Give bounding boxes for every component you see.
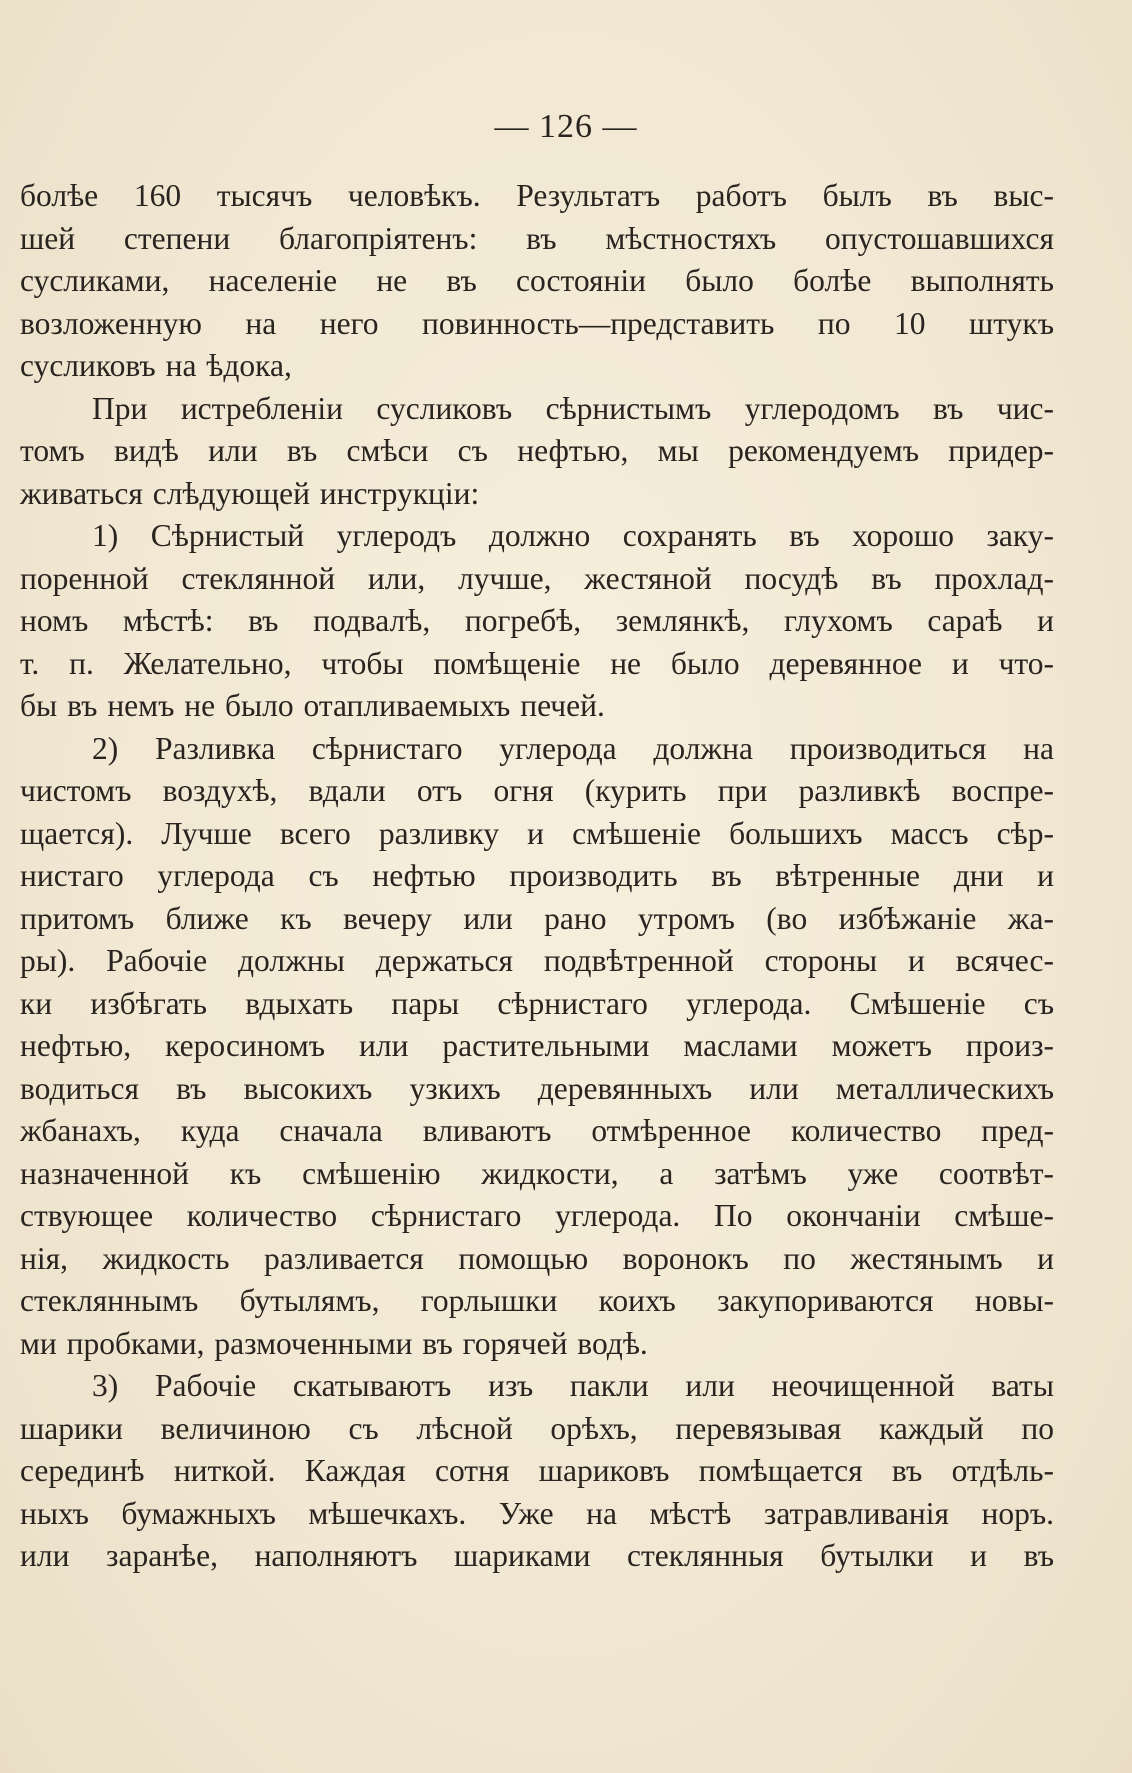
text-line: 2) Разливка сѣрнистаго углерода должна производиться на [92, 730, 1054, 766]
text-line: ми пробками, размоченными въ горячей водѣ. [20, 1325, 648, 1361]
text-line: чистомъ воздухѣ, вдали отъ огня (курить при разливкѣ воспре- [20, 773, 1054, 808]
text-line: сусликами, населеніе не въ состояніи было болѣе выполнять [20, 263, 1054, 298]
text-line: нистаго углерода съ нефтью производить въ вѣтренные дни и [20, 858, 1054, 893]
text-line: болѣе 160 тысячъ человѣкъ. Результатъ работъ былъ въ выс- [20, 178, 1054, 213]
body-text [20, 175, 1054, 1578]
text-line: поренной стеклянной или, лучше, жестяной посудѣ въ прохлад- [20, 560, 1054, 596]
text-line: нія, жидкость разливается помощью воронокъ по жестянымъ и [20, 1240, 1054, 1276]
text-line: возложенную на него повинность—представить по 10 штукъ [20, 305, 1054, 341]
text-line: водиться въ высокихъ узкихъ деревянныхъ или металлическихъ [20, 1070, 1054, 1106]
text-line: 1) Сѣрнистый углеродъ должно сохранять въ хорошо заку- [92, 518, 1054, 553]
text-line: т. п. Желательно, чтобы помѣщеніе не было деревянное и что- [20, 645, 1054, 681]
text-line: шей степени благопріятенъ: въ мѣстностяхъ опустошавшихся [20, 220, 1054, 256]
text-line: ныхъ бумажныхъ мѣшечкахъ. Уже на мѣстѣ затравливанія норъ. [20, 1495, 1054, 1531]
text-line: ки избѣгать вдыхать пары сѣрнистаго углерода. Смѣшеніе съ [20, 985, 1054, 1021]
text-line: притомъ ближе къ вечеру или рано утромъ (во избѣжаніе жа- [20, 900, 1054, 936]
text-line: живаться слѣдующей инструкціи: [20, 475, 480, 511]
text-line: щается). Лучше всего разливку и смѣшеніе большихъ массъ сѣр- [20, 815, 1054, 851]
text-line: ствующее количество сѣрнистаго углерода. По окончаніи смѣше- [20, 1198, 1054, 1233]
text-line: томъ видѣ или въ смѣси съ нефтью, мы рекомендуемъ придер- [20, 433, 1054, 468]
text-line: назначенной къ смѣшенію жидкости, а затѣмъ уже соотвѣт- [20, 1155, 1054, 1191]
text-line: нефтью, керосиномъ или растительными маслами можетъ произ- [20, 1028, 1054, 1063]
text-line: бы въ немъ не было отапливаемыхъ печей. [20, 688, 605, 723]
text-line: стекляннымъ бутылямъ, горлышки коихъ закупориваются новы- [20, 1283, 1054, 1318]
text-line: серединѣ ниткой. Каждая сотня шариковъ помѣщается въ отдѣль- [20, 1453, 1054, 1488]
text-line: номъ мѣстѣ: въ подвалѣ, погребѣ, землянкѣ, глухомъ сараѣ и [20, 603, 1054, 638]
text-line: При истребленіи сусликовъ сѣрнистымъ углеродомъ въ чис- [92, 390, 1054, 426]
text-line: сусликовъ на ѣдока, [20, 348, 292, 383]
text-line: жбанахъ, куда сначала вливаютъ отмѣренное количество пред- [20, 1113, 1054, 1148]
text-line: шарики величиною съ лѣсной орѣхъ, перевязывая каждый по [20, 1410, 1054, 1446]
text-line: ры). Рабочіе должны держаться подвѣтренной стороны и всячес- [20, 943, 1054, 978]
text-line: 3) Рабочіе скатываютъ изъ пакли или неочищенной ваты [92, 1368, 1054, 1403]
text-line: или заранѣе, наполняютъ шариками стеклянныя бутылки и въ [20, 1538, 1054, 1573]
page-number: — 126 — [494, 108, 638, 145]
